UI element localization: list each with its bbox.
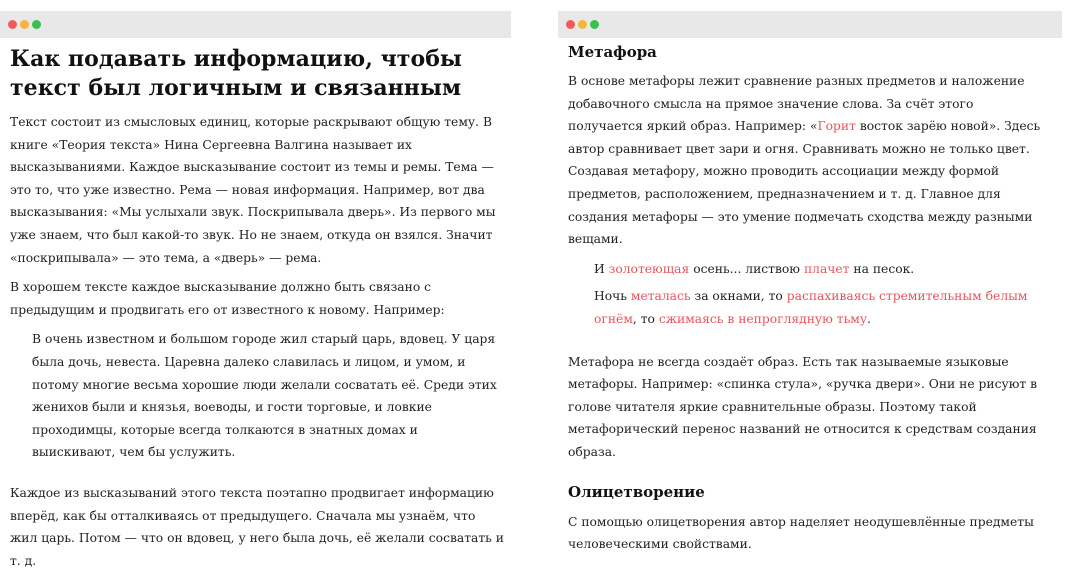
example-1 [594,258,1052,281]
minimize-dot-icon[interactable] [578,20,587,29]
highlight-word: Горит [817,119,856,134]
highlight-word: сжимаясь в непроглядную тьму [658,311,868,326]
maximize-dot-icon[interactable] [590,20,599,29]
minimize-dot-icon[interactable] [20,20,29,29]
article-left [0,45,511,572]
text-fragment: Ночь [594,289,631,304]
maximize-dot-icon[interactable] [32,20,41,29]
article-title: Как подавать информацию, чтобы текст был логичным и связанным [10,46,463,101]
text-fragment: на песок. [849,261,915,276]
heading-metaphor: Метафора [568,43,657,61]
intro-paragraph: Текст состоит из смысловых единиц, которые раскрывают общую тему. В книге «Теория текста» Нина Сергеевна Валгина называет их высказываниями. Каждое высказывание состоит из темы и ремы. Тема — это то, что уже известно. Рема — новая информация. Например, вот два высказывания: «Мы услыхали звук. Поскрипывала дверь». Из первого мы уже знаем, что был какой-то звук. Но не знаем, откуда он взялся. Значит «поскрипывала» — это тема, а «дверь» — рема. [10,115,496,265]
highlight-word: распахиваясь стремительным белым огнём [594,289,1028,326]
close-dot-icon[interactable] [8,20,17,29]
example-quote [10,328,505,464]
text-fragment: восток зарёю новой». Здесь автор сравнивает цвет зари и огня. Сравнивать можно не только цвет. Создавая метафору, можно проводить ассоциации между формой предметов, расположением, предназначением и т. д. Главное для создания метафоры — это умение подмечать сходства между разными вещами. [568,119,1041,247]
text-fragment: И [594,261,609,276]
left-window [0,11,511,568]
heading-personification: Олицетворение [568,482,705,501]
highlight-word: золотеющая [608,261,690,276]
window-titlebar [558,11,1062,38]
article-right [558,42,1062,556]
quote-text: В очень известном и большом городе жил старый царь, вдовец. У царя была дочь, невеста. Царевна далеко славилась и лицом, и умом, и потому многие весьма хорошие люди желали сосватать её. Среди этих женихов были и князья, воеводы, и гости торговые, и ловкие проходимцы, которые всегда толкаются в знатных домах и выискивают, чем бы услужить. [32,332,497,460]
window-titlebar [0,11,511,38]
highlight-word: плачет [803,261,850,276]
highlight-word: металась [630,289,691,304]
metaphor-examples [568,258,1052,331]
right-window [558,11,1062,552]
paragraph-3: Каждое из высказываний этого текста поэтапно продвигает информацию вперёд, как бы отталкиваясь от предыдущего. Сначала мы узнаём, что жил царь. Потом — что он вдовец, у него была дочь, её желали сосватать и т. д. [10,485,504,568]
text-fragment: за окнами, то [690,289,787,304]
paragraph-2: В хорошем тексте каждое высказывание должно быть связано с предыдущим и продвигать его от известного к новому. Например: [10,280,445,317]
text-fragment: осень... листвою [689,261,804,276]
example-2 [594,285,1052,330]
close-dot-icon[interactable] [566,20,575,29]
metaphor-paragraph-1 [568,70,1052,251]
text-fragment: В основе метафоры лежит сравнение разных предметов и наложение добавочного смысла на прямое значение слова. За счёт этого получается яркий образ. Например: « [568,74,1025,134]
personification-paragraph-1: С помощью олицетворения автор наделяет неодушевлённые предметы человеческими свойствами. [568,514,1034,552]
text-fragment: , то [632,311,659,326]
metaphor-paragraph-2: Метафора не всегда создаёт образ. Есть так называемые языковые метафоры. Например: «спинка стула», «ручка двери». Они не рисуют в голове читателя яркие сравнительные образы. Поэтому такой метафорический перенос названий не относится к средствам создания образа. [568,354,1038,459]
text-fragment: . [867,311,871,326]
